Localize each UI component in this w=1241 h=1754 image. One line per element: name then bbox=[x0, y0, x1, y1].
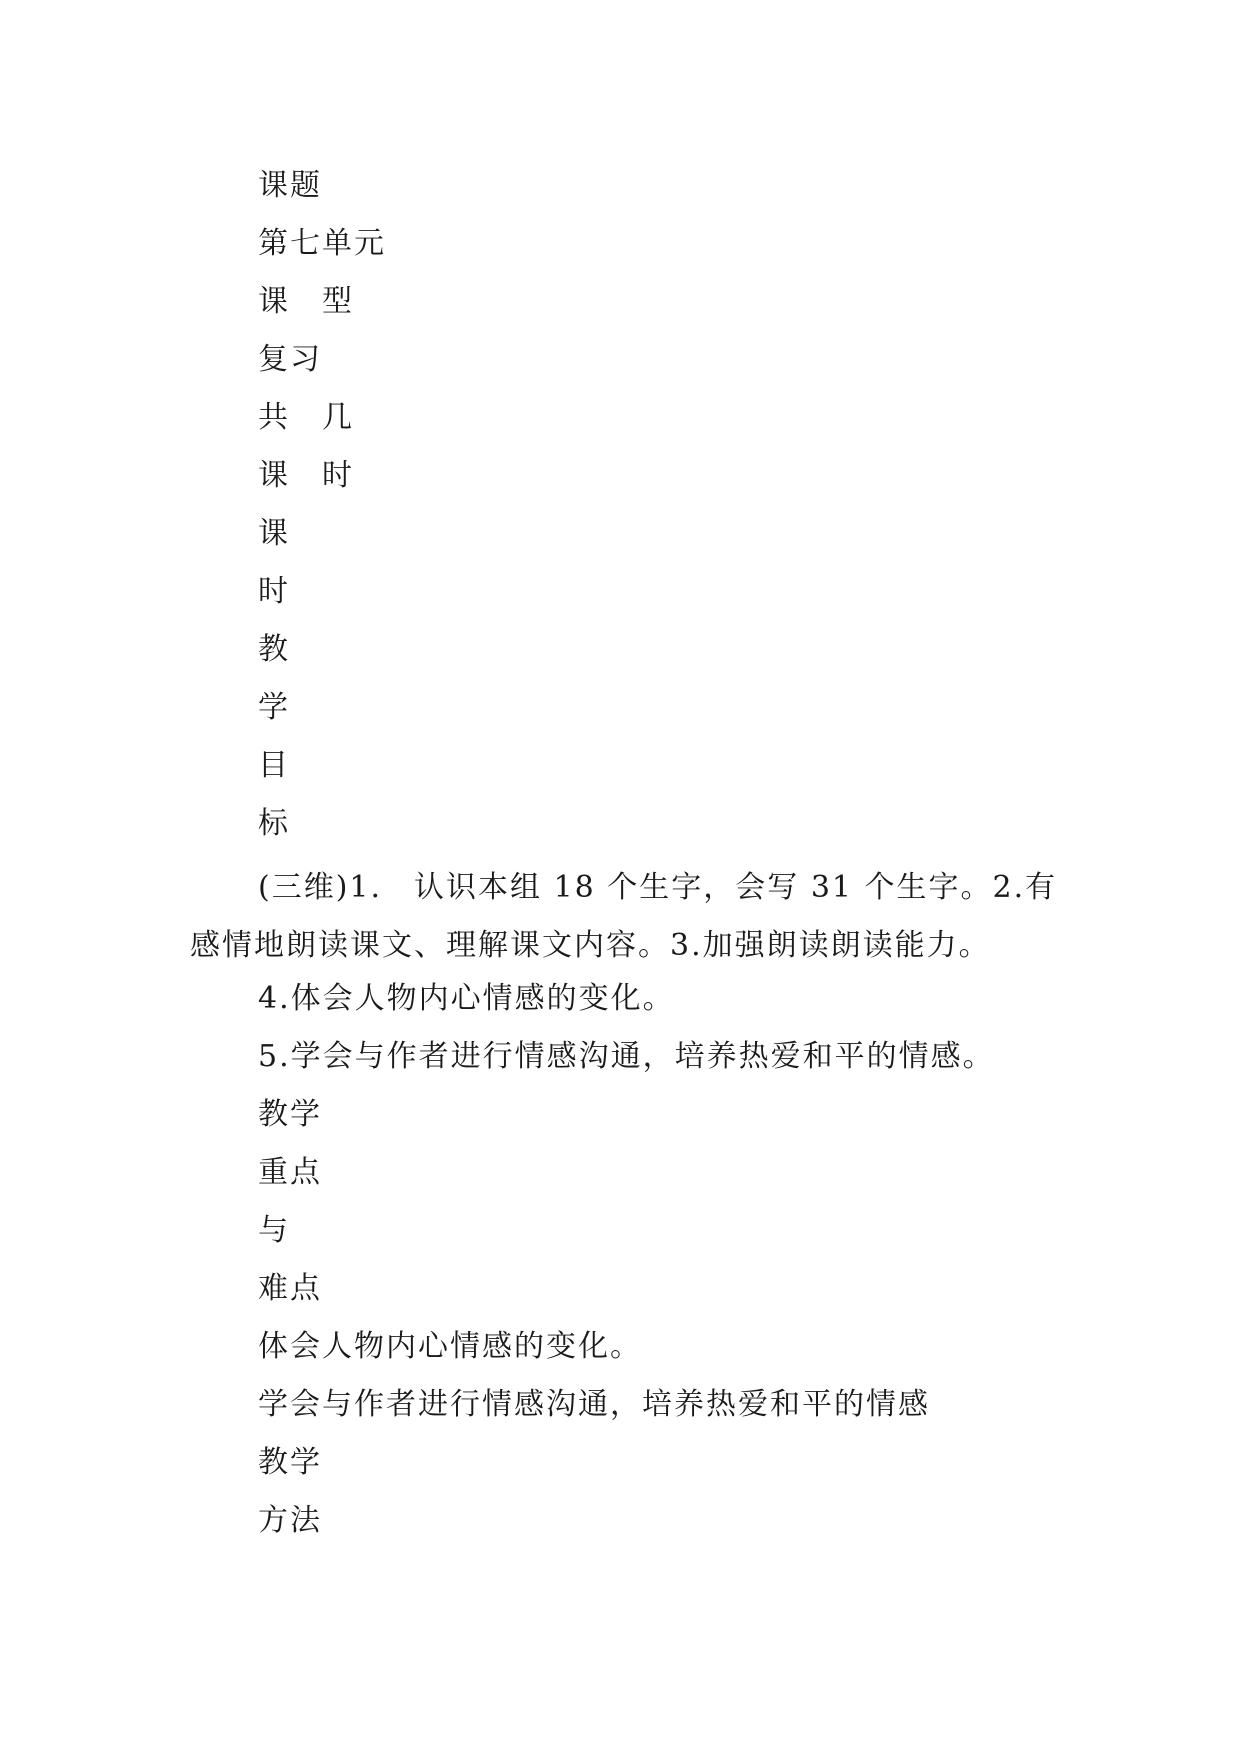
text-line: 重点 bbox=[258, 1155, 322, 1190]
text-line: 共 几 bbox=[258, 400, 354, 435]
text-line: 时 bbox=[258, 574, 290, 609]
text-line: 课 型 bbox=[258, 284, 354, 319]
text-line: 方法 bbox=[258, 1503, 322, 1538]
text-line: 第七单元 bbox=[258, 226, 386, 261]
text-line: 教学 bbox=[258, 1097, 322, 1132]
text-line: 复习 bbox=[258, 342, 322, 377]
text-line: 课题 bbox=[258, 168, 322, 203]
text-line: 学会与作者进行情感沟通，培养热爱和平的情感 bbox=[258, 1387, 930, 1422]
objectives-paragraph: (三维)1. 认识本组 18 个生字，会写 31 个生字。2.有感情地朗读课文、理解课文内容。3.加强朗读朗读能力。 bbox=[190, 870, 1058, 963]
text-line: 教学 bbox=[258, 1445, 322, 1480]
text-line: 4.体会人物内心情感的变化。 bbox=[258, 981, 675, 1016]
text-line: 难点 bbox=[258, 1271, 322, 1306]
text-line: 标 bbox=[258, 806, 290, 841]
text-line: 与 bbox=[258, 1213, 290, 1248]
text-line: 学 bbox=[258, 690, 290, 725]
text-line: 5.学会与作者进行情感沟通，培养热爱和平的情感。 bbox=[258, 1039, 995, 1074]
text-line: 课 时 bbox=[258, 458, 354, 493]
text-line: 教 bbox=[258, 632, 290, 667]
text-line: 课 bbox=[258, 516, 290, 551]
text-line: 体会人物内心情感的变化。 bbox=[258, 1329, 642, 1364]
text-line: 目 bbox=[258, 748, 290, 783]
